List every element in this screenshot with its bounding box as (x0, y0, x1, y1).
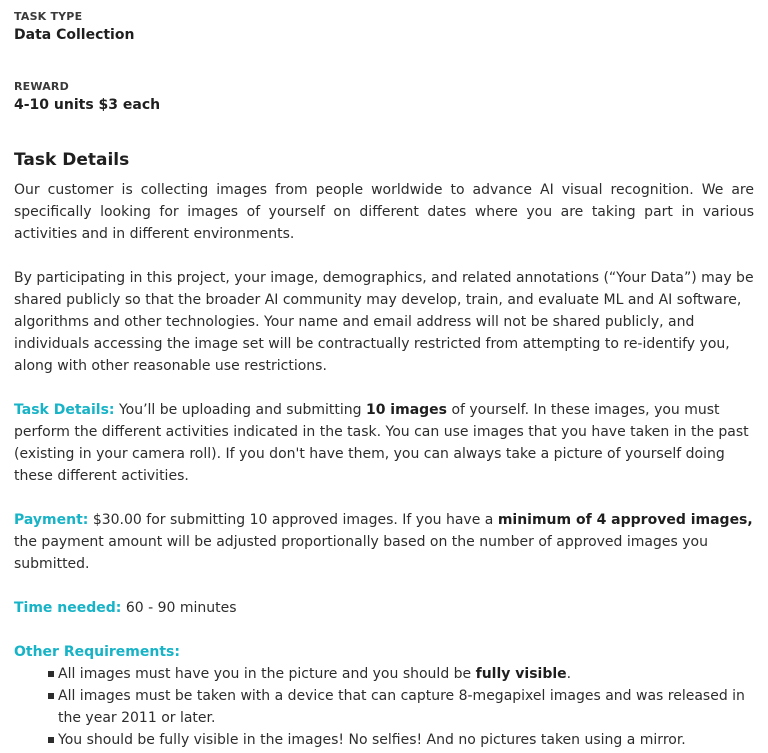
requirement-item (48, 685, 754, 729)
task-details-bold: 10 images (365, 402, 447, 418)
requirement-text-after: . (566, 666, 572, 682)
payment-text-after: the payment amount will be adjusted proportionally based on the number of approved images you submitted. (14, 534, 708, 572)
reward-block (14, 80, 754, 114)
reward-label: REWARD (14, 80, 69, 93)
intro-paragraph: Our customer is collecting images from people worldwide to advance AI visual recognition. We are specifically looking for images of yourself on different dates where you are taking part in various activities and in different environments. (14, 182, 754, 242)
payment-bold: minimum of 4 approved images, (497, 512, 753, 528)
payment-paragraph (14, 509, 754, 575)
square-bullet-icon (48, 671, 54, 677)
time-label: Time needed: (14, 600, 122, 616)
payment-label: Payment: (14, 512, 89, 528)
requirements-heading (14, 641, 754, 663)
task-details-text-after: of yourself. In these images, you must perform the different activities indicated in the task. You can use images that you have taken in the past (existing in your camera roll). If you don't have them, you can always take a picture of yourself doing these different activities. (14, 402, 749, 484)
task-type-value: Data Collection (14, 27, 135, 43)
requirement-bold: fully visible (475, 666, 567, 682)
square-bullet-icon (48, 737, 54, 743)
task-type-block (14, 10, 754, 44)
task-details-label: Task Details: (14, 402, 115, 418)
payment-text-before: $30.00 for submitting 10 approved images. If you have a (88, 512, 498, 528)
requirements-label: Other Requirements: (14, 644, 180, 660)
requirement-text-before: All images must be taken with a device that can capture 8-megapixel images and was released in the year 2011 or later. (58, 688, 745, 726)
data-sharing-paragraph: By participating in this project, your image, demographics, and related annotations (“Your Data”) may be shared publicly so that the broader AI community may develop, train, and evaluate ML and AI software, algorithms and other technologies. Your name and email address will not be shared publicly, and individuals accessing the image set will be contractually restricted from attempting to re-identify you, along with other reasonable use restrictions. (14, 270, 754, 374)
reward-value: 4-10 units $3 each (14, 97, 161, 113)
task-details-paragraph (14, 399, 754, 487)
task-details-text-before: You’ll be uploading and submitting (114, 402, 366, 418)
requirement-text-before: You should be fully visible in the images! No selfies! And no pictures taken using a mirror. (58, 732, 686, 748)
requirements-list (14, 663, 754, 751)
time-paragraph (14, 597, 754, 619)
section-title: Task Details (14, 150, 130, 170)
requirement-text-before: All images must have you in the picture and you should be (58, 666, 476, 682)
task-type-label: TASK TYPE (14, 10, 83, 23)
requirement-item (48, 729, 754, 751)
requirement-item (48, 663, 754, 685)
time-value: 60 - 90 minutes (121, 600, 237, 616)
square-bullet-icon (48, 693, 54, 699)
